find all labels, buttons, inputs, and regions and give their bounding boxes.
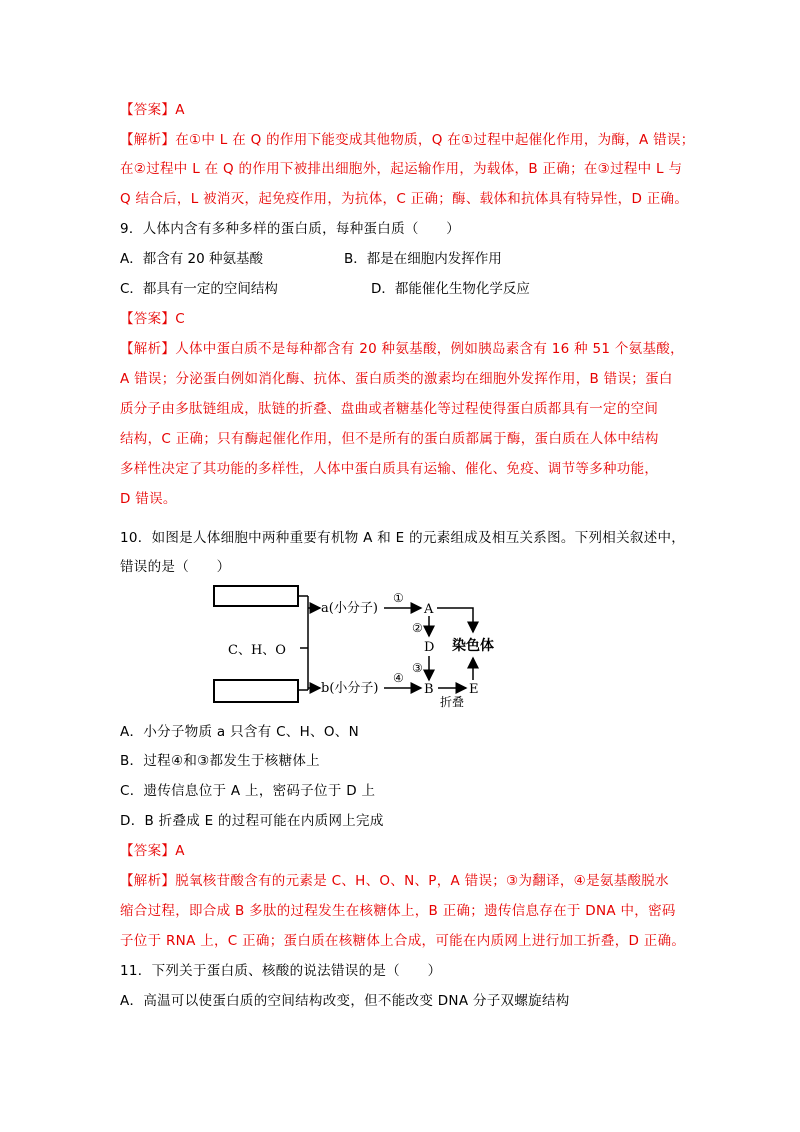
step-3-label: ③ <box>412 661 423 675</box>
q9-option-c: C．都具有一定的空间结构 <box>120 281 278 297</box>
q10-stem-line-1: 10．如图是人体细胞中两种重要有机物 A 和 E 的元素组成及相互关系图。下列相关叙述中， <box>120 530 686 546</box>
q8-analysis-line-1: 【解析】在①中 L 在 Q 的作用下能变成其他物质，Q 在①过程中起催化作用，为酶，A 错误； <box>120 132 695 148</box>
fold-label: 折叠 <box>440 695 465 709</box>
node-D: D <box>424 640 435 655</box>
q10-stem-line-2: 错误的是（ ） <box>120 559 231 575</box>
q10-option-a: A．小分子物质 a 只含有 C、H、O、N <box>120 724 359 740</box>
q11-stem: 11．下列关于蛋白质、核酸的说法错误的是（ ） <box>120 963 442 979</box>
q9-option-b: B．都是在细胞内发挥作用 <box>344 251 502 267</box>
q10-diagram <box>208 582 528 712</box>
q9-analysis-line-3: 质分子由多肽链组成，肽链的折叠、盘曲或者糖基化等过程使得蛋白质都具有一定的空间 <box>120 401 659 417</box>
q9-analysis-line-6: D 错误。 <box>120 491 177 507</box>
elements-label: C、H、O <box>228 643 286 658</box>
q9-stem: 9．人体内含有多种多样的蛋白质，每种蛋白质（ ） <box>120 221 461 237</box>
q10-answer: 【答案】A <box>120 843 185 859</box>
node-A: A <box>424 602 434 617</box>
q9-analysis-line-5: 多样性决定了其功能的多样性，人体中蛋白质具有运输、催化、免疫、调节等多种功能， <box>120 461 659 477</box>
step-2-label: ② <box>412 621 423 635</box>
q10-option-c: C．遗传信息位于 A 上，密码子位于 D 上 <box>120 783 376 799</box>
q9-analysis-line-4: 结构，C 正确；只有酶起催化作用，但不是所有的蛋白质都属于酶，蛋白质在人体中结构 <box>120 431 659 447</box>
top-blank-box <box>214 586 298 606</box>
b-small-molecule-label: b(小分子) <box>321 681 379 696</box>
node-B: B <box>424 682 434 697</box>
chromosome-label: 染色体 <box>452 638 494 654</box>
q10-analysis-line-3: 子位于 RNA 上，C 正确；蛋白质在核糖体上合成，可能在内质网上进行加工折叠，D 正确。 <box>120 933 686 949</box>
q9-analysis-line-2: A 错误；分泌蛋白例如消化酶、抗体、蛋白质类的激素均在细胞外发挥作用，B 错误；蛋白 <box>120 371 673 387</box>
q9-option-d: D．都能催化生物化学反应 <box>371 281 530 297</box>
q9-analysis-line-1: 【解析】人体中蛋白质不是每种都含有 20 种氨基酸，例如胰岛素含有 16 种 51 个氨基酸， <box>120 341 684 357</box>
q10-analysis-line-1: 【解析】脱氧核苷酸含有的元素是 C、H、O、N、P，A 错误；③为翻译，④是氨基酸脱水 <box>120 873 669 889</box>
q10-analysis-line-2: 缩合过程，即合成 B 多肽的过程发生在核糖体上，B 正确；遗传信息存在于 DNA 中，密码 <box>120 903 676 919</box>
q8-answer: 【答案】A <box>120 102 185 118</box>
q9-option-a: A．都含有 20 种氨基酸 <box>120 251 263 267</box>
node-E: E <box>469 682 479 697</box>
arrow-A-to-chromosome <box>437 608 473 632</box>
bottom-blank-box <box>214 680 298 702</box>
a-small-molecule-label: a(小分子) <box>321 601 378 616</box>
step-4-label: ④ <box>393 671 404 685</box>
q11-option-a: A．高温可以使蛋白质的空间结构改变，但不能改变 DNA 分子双螺旋结构 <box>120 993 570 1009</box>
q9-answer: 【答案】C <box>120 311 185 327</box>
step-1-label: ① <box>393 591 404 605</box>
q8-analysis-line-3: Q 结合后，L 被消灭，起免疫作用，为抗体，C 正确；酶、载体和抗体具有特异性，D 正确。 <box>120 191 689 207</box>
q10-option-b: B．过程④和③都发生于核糖体上 <box>120 753 320 769</box>
q8-analysis-line-2: 在②过程中 L 在 Q 的作用下被排出细胞外，起运输作用，为载体，B 正确；在③过程中 L 与 <box>120 161 683 177</box>
q10-option-d: D．B 折叠成 E 的过程可能在内质网上完成 <box>120 813 384 829</box>
